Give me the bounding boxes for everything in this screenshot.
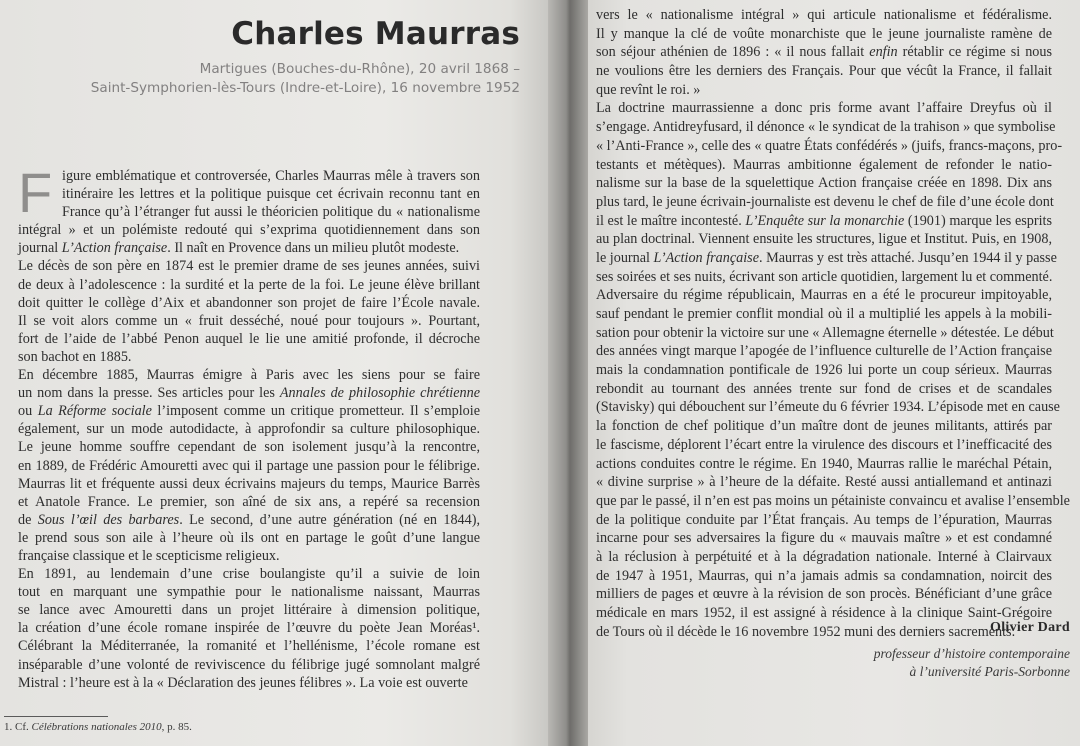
italic-title: enfin bbox=[869, 44, 898, 61]
italic-title: L’Action française bbox=[653, 249, 760, 266]
text-segment: mais la condamnation pontificale de 1926 lui porte un coup sérieux. Maurras bbox=[596, 362, 1052, 379]
text-line bbox=[18, 475, 480, 493]
text-line bbox=[18, 529, 480, 547]
text-segment: fort de l’aide de l’abbé Penon auquel le lie une amitié profonde, il décroche bbox=[18, 330, 480, 347]
text-line bbox=[596, 268, 1052, 287]
text-line bbox=[596, 455, 1052, 474]
italic-title: Annales de philosophie chrétienne bbox=[279, 385, 480, 402]
text-line bbox=[596, 286, 1052, 305]
book-gutter bbox=[548, 0, 588, 746]
text-line bbox=[596, 25, 1052, 44]
text-line bbox=[596, 118, 1056, 137]
text-line bbox=[596, 492, 1070, 511]
footnote bbox=[4, 721, 192, 733]
text-line bbox=[596, 174, 1052, 193]
text-segment: (1901) marque les esprits bbox=[904, 212, 1052, 229]
text-segment: de Tours où il décède le 16 novembre 1952 muni des derniers sacrements. bbox=[596, 623, 1016, 640]
text-line bbox=[596, 62, 1052, 81]
text-line bbox=[596, 212, 1052, 231]
text-segment: rétablir ce régime si nous bbox=[897, 44, 1052, 61]
text-segment: vers le « nationalisme intégral » qui articule nationalisme et fédéralisme. bbox=[596, 7, 1052, 23]
text-line bbox=[18, 312, 480, 330]
text-line bbox=[596, 436, 1052, 455]
text-segment: Le décès de son père en 1874 est le premier drame de ses jeunes années, suivi bbox=[18, 258, 480, 275]
text-segment: ses soirées et ses nuits, écrivant son article quotidien, largement lu et commenté. bbox=[596, 268, 1053, 285]
text-segment: que revînt le roi. » bbox=[596, 81, 701, 98]
text-segment: s’engage. Antidreyfusard, il dénonce « le syndicat de la trahison » que symbolise bbox=[596, 119, 1056, 136]
text-segment: Maurras lit et fréquente aussi deux écrivains majeurs du temps, Maurice Barrès bbox=[18, 475, 480, 492]
text-segment: milliers de pages et œuvre à la révision de son procès. Bénéficiant d’une grâce bbox=[596, 586, 1052, 603]
text-segment: actions conduites contre le régime. En 1940, Maurras rallie le maréchal Pétain, bbox=[596, 455, 1052, 472]
text-line bbox=[18, 619, 480, 637]
text-line bbox=[596, 156, 1052, 175]
text-line bbox=[596, 548, 1052, 567]
text-line bbox=[596, 43, 1052, 62]
text-segment: la fonction de chef politique d’un maître dont de jeunes militants, attirés par bbox=[596, 418, 1052, 435]
text-line bbox=[596, 249, 1057, 268]
text-segment: Il se voit alors comme un « fruit desséché, noué pour toujours ». Pourtant, bbox=[18, 312, 480, 329]
text-line bbox=[596, 99, 1052, 118]
text-line bbox=[18, 366, 480, 384]
text-line bbox=[596, 417, 1052, 436]
text-line bbox=[18, 637, 480, 655]
text-line bbox=[18, 294, 480, 312]
text-segment: également, sur un mode autodidacte, à approfondir sa culture philosophique. bbox=[18, 421, 480, 438]
author-affiliation-line1: professeur d’histoire contemporaine bbox=[873, 646, 1070, 661]
text-line bbox=[596, 473, 1052, 492]
text-segment: son bachot en 1885. bbox=[18, 348, 132, 365]
text-line bbox=[18, 203, 480, 221]
text-segment: et Anatole France. Le premier, son aîné de six ans, a repéré sa recension bbox=[18, 493, 480, 510]
text-segment: à la réclusion à perpétuité et à la dégradation nationale. Interné à Clairvaux bbox=[596, 548, 1052, 565]
text-line bbox=[18, 185, 480, 203]
text-line bbox=[18, 167, 480, 185]
text-line bbox=[18, 276, 480, 294]
italic-title: L’Enquête sur la monarchie bbox=[745, 212, 905, 229]
text-segment: le journal bbox=[596, 249, 654, 266]
text-segment: . Maurras y est très attaché. Jusqu’en 1944 il y passe bbox=[759, 249, 1057, 266]
text-segment: testants et métèques). Maurras ambitionne également de refonder le natio- bbox=[596, 156, 1052, 173]
footnote-rule bbox=[4, 716, 108, 717]
text-segment: médicale en mars 1952, il est assigné à résidence à la clinique Saint-Grégoire bbox=[596, 605, 1052, 621]
text-line bbox=[18, 565, 480, 583]
text-line bbox=[596, 305, 1052, 324]
footnote-suffix: , p. 85. bbox=[161, 721, 192, 733]
text-segment: tout en marquant une sympathie pour le nationalisme naissant, Maurras bbox=[18, 584, 480, 601]
text-segment: de deux à l’adolescence : la surdité et la perte de la foi. Le jeune élève brillant bbox=[18, 276, 480, 293]
author-signature: Olivier Dard bbox=[990, 620, 1070, 635]
text-segment: Il y manque la clé de voûte monarchiste que le jeune journaliste ramène de bbox=[596, 25, 1052, 42]
text-line bbox=[596, 398, 1060, 417]
text-line bbox=[18, 239, 480, 257]
text-line bbox=[18, 330, 480, 348]
text-line bbox=[596, 380, 1052, 399]
text-line bbox=[18, 257, 480, 275]
text-segment: en 1889, de Frédéric Amouretti avec qui il partage une passion pour le félibrige. bbox=[18, 457, 480, 474]
italic-title: Sous l’œil des barbares bbox=[37, 511, 180, 528]
text-segment: . Il naît en Provence dans un milieu plutôt modeste. bbox=[167, 240, 460, 257]
right-column-text bbox=[596, 6, 1070, 641]
text-segment: La doctrine maurrassienne a donc pris forme avant l’affaire Dreyfus où il bbox=[596, 100, 1052, 117]
text-line bbox=[18, 221, 480, 239]
text-segment: journal bbox=[18, 240, 62, 257]
text-line bbox=[596, 324, 1052, 343]
text-line bbox=[18, 656, 480, 674]
text-segment: . Le second, d’une autre génération (né en 1844), bbox=[179, 511, 481, 528]
text-segment: itinéraire les lettres et la politique puisque cet écrivain reconnu tant en bbox=[62, 186, 480, 203]
drop-cap: F bbox=[18, 161, 53, 224]
text-line bbox=[596, 567, 1052, 586]
text-line bbox=[18, 511, 480, 529]
text-segment: « divine surprise » à l’heure de la défaite. Resté aussi antiallemand et antinazi bbox=[596, 474, 1052, 491]
text-segment: En décembre 1885, Maurras émigre à Paris avec les siens pour se faire bbox=[18, 367, 480, 384]
footnote-prefix: 1. Cf. bbox=[4, 721, 32, 733]
text-segment: Le jeune homme souffre cependant de son isolement jusqu’à la rencontre, bbox=[18, 439, 480, 456]
text-segment: inséparable d’une volonté de reviviscence du félibrige jugé somnolant malgré bbox=[18, 656, 480, 673]
text-segment: son séjour athénien de 1896 : « il nous fallait bbox=[596, 44, 870, 61]
text-segment: plus tard, le jeune écrivain-journaliste est devenu le chef de file d’une école dont bbox=[596, 193, 1054, 210]
text-line bbox=[18, 583, 480, 601]
text-segment: l’imposent comme un critique prometteur. Il s’emploie bbox=[151, 403, 480, 420]
text-line bbox=[18, 438, 480, 456]
page-title: Charles Maurras bbox=[231, 16, 520, 52]
text-segment: Mistral : l’heure est à la « Déclaration des jeunes félibres ». La voie est ouverte bbox=[18, 674, 468, 691]
text-segment: intégral » et un polémiste redouté qui s’exprima quotidiennement dans son bbox=[18, 222, 480, 239]
text-line bbox=[596, 342, 1052, 361]
text-segment: au plan doctrinal. Viennent ensuite les structures, ligue et Institut. Puis, en 1908, bbox=[596, 231, 1052, 248]
text-segment: de 1947 à 1951, Maurras, qui n’a jamais admis sa condamnation, noircit des bbox=[596, 567, 1052, 584]
text-segment: le fascisme, déplorent l’écart entre la virulence des discours et l’inefficacité des bbox=[596, 436, 1052, 453]
text-line bbox=[18, 601, 480, 619]
text-line bbox=[18, 457, 480, 475]
text-segment: de bbox=[18, 511, 38, 528]
death-line: Saint-Symphorien-lès-Tours (Indre-et-Loire), 16 novembre 1952 bbox=[90, 80, 520, 96]
italic-title: La Réforme sociale bbox=[37, 403, 152, 420]
text-segment: igure emblématique et controversée, Charles Maurras mêle à travers son bbox=[62, 168, 480, 184]
text-segment: ou bbox=[18, 403, 38, 420]
text-segment: la création d’une école romane inspirée de l’œuvre du poète Jean Moréas¹. bbox=[18, 620, 480, 637]
right-page bbox=[588, 0, 1080, 746]
text-line bbox=[18, 402, 480, 420]
author-affiliation-line2: à l’université Paris-Sorbonne bbox=[909, 664, 1070, 679]
text-line bbox=[18, 547, 480, 565]
text-segment: française classique et le scepticisme religieux. bbox=[18, 547, 280, 564]
text-segment: (Stavisky) qui débouchent sur l’émeute du 6 février 1934. L’épisode met en cause bbox=[596, 399, 1060, 416]
text-line bbox=[596, 529, 1052, 548]
left-column-text bbox=[18, 161, 481, 692]
text-line bbox=[596, 193, 1052, 212]
text-line bbox=[596, 230, 1052, 249]
text-segment: nalisme sur la base de la squelettique Action française créée en 1898. Dix ans bbox=[596, 175, 1052, 192]
text-line bbox=[596, 361, 1052, 380]
footnote-title: Célébrations nationales 2010 bbox=[31, 721, 162, 733]
text-segment: doit quitter le collège d’Aix et abandonner son projet de faire l’École navale. bbox=[18, 294, 480, 311]
text-segment: Adversaire du régime républicain, Maurras en a été le procureur impitoyable, bbox=[596, 287, 1052, 304]
text-segment: se lance avec Amouretti dans un projet littéraire à dimension politique, bbox=[18, 602, 480, 619]
text-segment: ne voulions être les derniers des Français. Pour que vécût la France, il fallait bbox=[596, 63, 1052, 80]
text-segment: « l’Anti-France », celle des « quatre États confédérés » (juifs, francs-maçons, pro- bbox=[596, 137, 1063, 154]
text-line bbox=[596, 585, 1052, 604]
italic-title: L’Action française bbox=[61, 240, 168, 257]
text-segment: France qu’à l’étranger fut aussi le théoricien politique du « nationalisme bbox=[62, 204, 480, 221]
text-line bbox=[18, 420, 480, 438]
text-line bbox=[18, 674, 480, 692]
text-segment: un nom dans la presse. Ses articles pour les bbox=[18, 385, 280, 402]
text-segment: que par le passé, il n’en est pas moins un pétainiste convaincu et avalise l’ensemble bbox=[596, 492, 1070, 509]
text-line bbox=[596, 137, 1063, 156]
birth-line: Martigues (Bouches-du-Rhône), 20 avril 1868 – bbox=[199, 61, 520, 77]
text-segment: rebondit au tournant des années trente sur fond de crises et de scandales bbox=[596, 380, 1052, 397]
text-line bbox=[596, 6, 1052, 25]
text-line bbox=[596, 511, 1052, 530]
text-segment: En 1891, au lendemain d’une crise boulangiste qu’il a suivie de loin bbox=[18, 566, 480, 583]
text-segment: incarne pour ses adversaires la figure du « mauvais maître » et est condamné bbox=[596, 530, 1052, 547]
text-segment: il est le maître incontesté. bbox=[596, 212, 746, 229]
text-line bbox=[18, 348, 480, 366]
text-segment: sation pour obtenir la victoire sur une « Allemagne éternelle » détestée. Le début bbox=[596, 324, 1054, 341]
text-line bbox=[596, 81, 1052, 100]
text-line bbox=[18, 493, 480, 511]
text-segment: de la politique conduite par l’État français. Au temps de l’épuration, Maurras bbox=[596, 511, 1052, 528]
text-line bbox=[18, 384, 480, 402]
text-segment: Célébrant la Méditerranée, la romanité et l’hellénisme, l’école romane est bbox=[18, 638, 480, 655]
text-segment: sauf pendant le premier conflit mondial où il a multiplié les appels à la mobili- bbox=[596, 306, 1052, 322]
text-segment: le prend sous son aile à l’heure où ils ont en partage le goût d’une langue bbox=[18, 529, 480, 546]
text-segment: des années vingt marque l’apogée de l’influence culturelle de l’Action française bbox=[596, 343, 1052, 360]
